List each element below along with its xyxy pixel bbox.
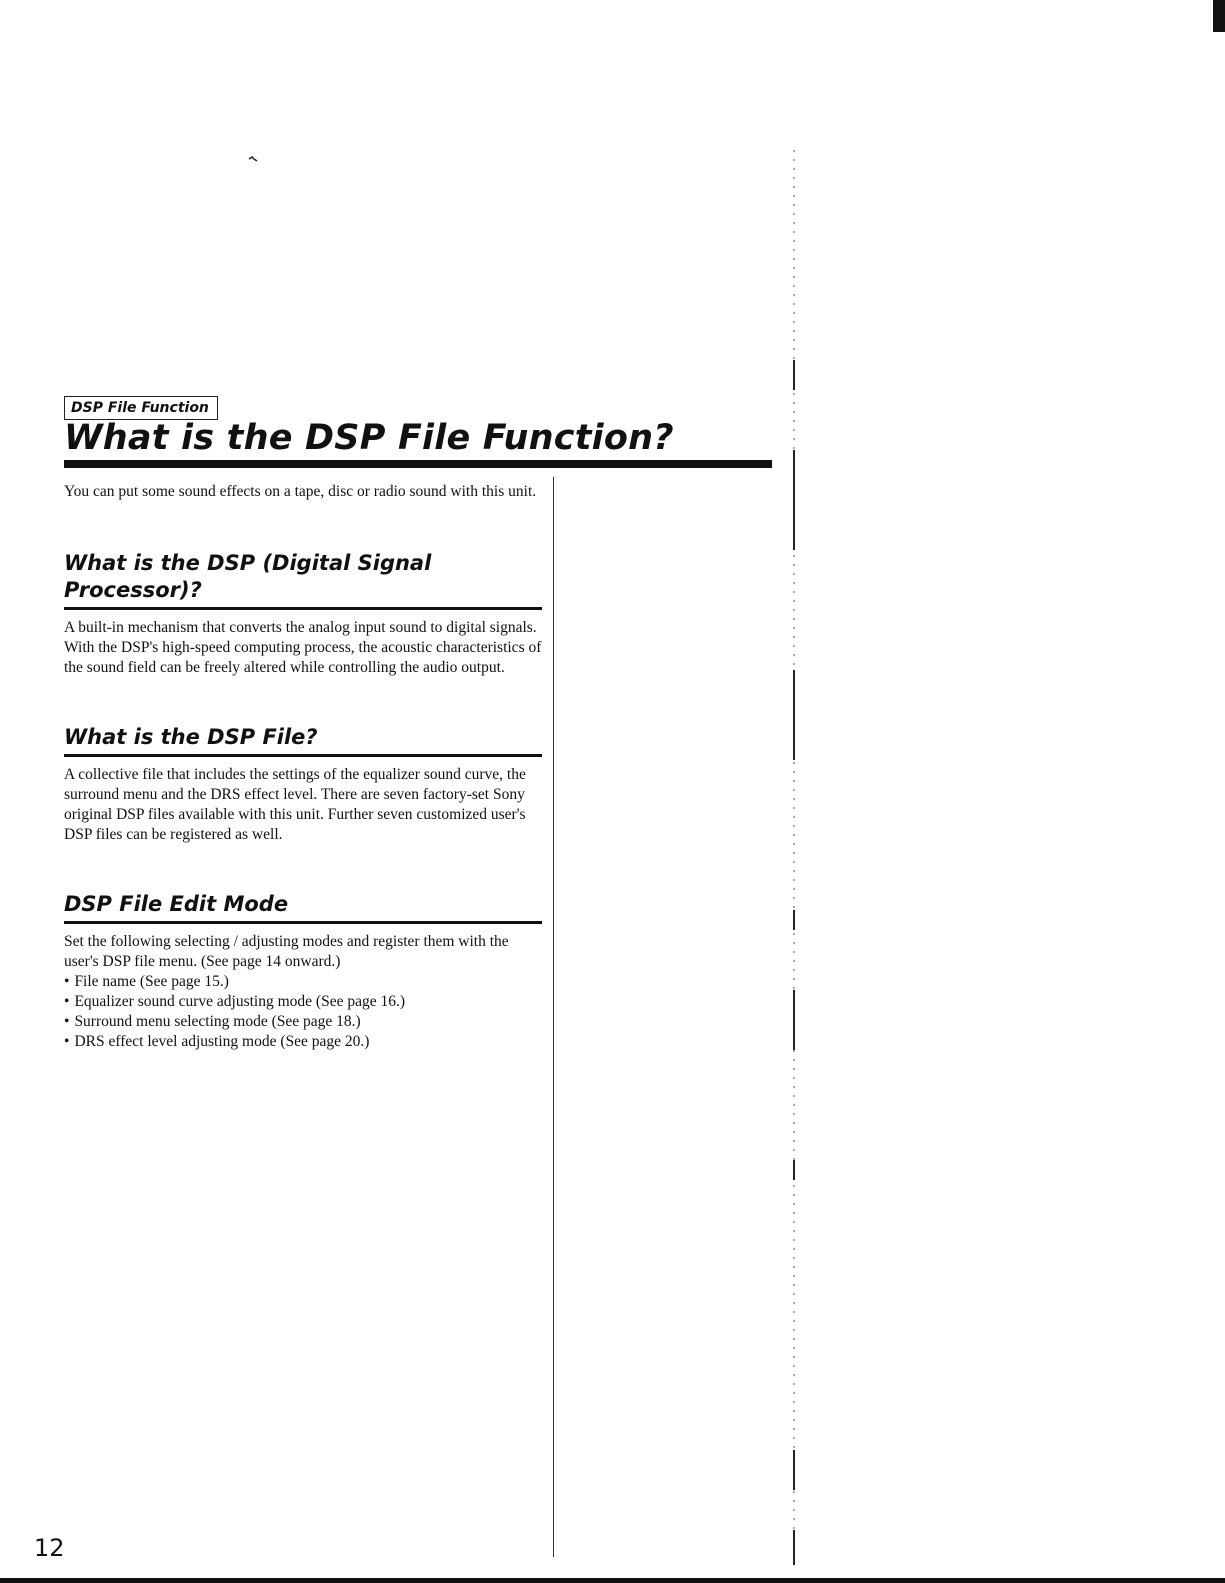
stray-ink-mark: [248, 156, 258, 162]
section-body: A built-in mechanism that converts the analog input sound to digital signals. With the DSP's high-speed computing process, the acoustic characteristics of the sound field can be freely altered while controlling the audio output.: [64, 619, 542, 676]
list-item: • Equalizer sound curve adjusting mode (See page 16.): [64, 992, 542, 1012]
bottom-rule: [0, 1578, 1225, 1583]
section-body: Set the following selecting / adjusting modes and register them with the user's DSP file menu. (See page 14 onward.): [64, 933, 509, 970]
scan-binding-edge: [788, 150, 800, 1570]
section-heading: What is the DSP File?: [64, 724, 542, 757]
main-column: [64, 482, 542, 1098]
section-heading: DSP File Edit Mode: [64, 891, 542, 924]
intro-paragraph: You can put some sound effects on a tape, disc or radio sound with this unit.: [64, 483, 537, 500]
list-item: • DRS effect level adjusting mode (See page 20.): [64, 1032, 542, 1052]
section-dsp-file: [64, 724, 542, 845]
page-title: What is the DSP File Function?: [64, 418, 674, 458]
list-item: • File name (See page 15.): [64, 972, 542, 992]
section-tag: DSP File Function: [64, 396, 218, 420]
column-divider: [553, 477, 554, 1557]
edit-mode-list: [64, 972, 542, 1052]
section-dsp-definition: [64, 550, 542, 678]
section-edit-mode: [64, 891, 542, 1052]
scan-corner-mark: [1213, 0, 1225, 32]
section-body: A collective file that includes the settings of the equalizer sound curve, the surround menu and the DRS effect level. There are seven factory-set Sony original DSP files available with this unit. Further seven customized user's DSP files can be registered as well.: [64, 766, 526, 843]
title-rule: [64, 460, 772, 468]
page-number: 12: [34, 1534, 65, 1562]
section-heading: What is the DSP (Digital Signal Processor)?: [64, 550, 542, 610]
list-item: • Surround menu selecting mode (See page 18.): [64, 1012, 542, 1032]
